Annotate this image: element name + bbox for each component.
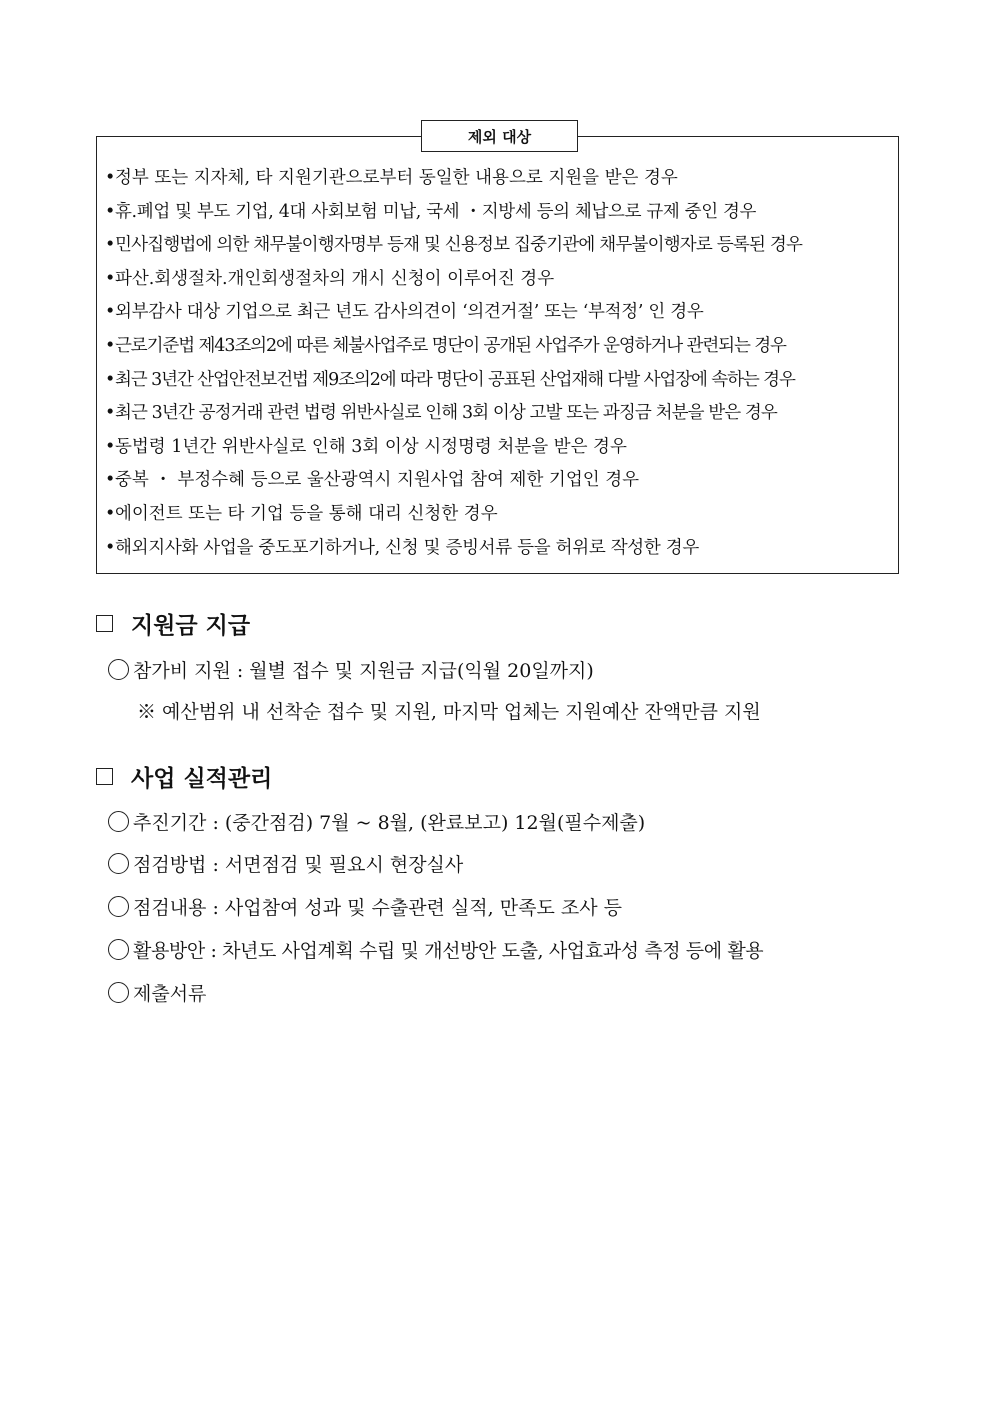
exclusion-item-text: 최근 3년간 산업안전보건법 제9조의2에 따라 명단이 공표된 산업재해 다발 사업장에 속하는 경우 [115, 369, 795, 390]
performance-line [108, 848, 463, 878]
bullet-icon: • [105, 235, 115, 256]
circle-bullet-icon [108, 659, 129, 680]
exclusion-item-text: 파산.회생절차.개인회생절차의 개시 신청이 이루어진 경우 [115, 268, 555, 289]
exclusion-item-text: 동법령 1년간 위반사실로 인해 3회 이상 시정명령 처분을 받은 경우 [115, 436, 627, 457]
performance-line [108, 891, 622, 921]
performance-line [108, 977, 206, 1007]
performance-line-text: 점검방법 : 서면점검 및 필요시 현장실사 [133, 853, 464, 876]
performance-line-text: 점검내용 : 사업참여 성과 및 수출관련 실적, 만족도 조사 등 [133, 896, 622, 919]
bullet-icon: • [105, 537, 116, 558]
circle-bullet-icon [108, 982, 129, 1003]
exclusion-item [105, 330, 895, 364]
exclusion-item [105, 532, 895, 566]
bullet-icon: • [105, 369, 115, 390]
checkbox-square-icon [96, 615, 113, 632]
exclusion-item-text: 최근 3년간 공정거래 관련 법령 위반사실로 인해 3회 이상 고발 또는 과징금 처분을 받은 경우 [115, 403, 777, 424]
performance-line [108, 934, 763, 964]
exclusion-item [105, 364, 895, 398]
exclusion-item [105, 162, 895, 196]
exclusion-item [105, 464, 895, 498]
exclusion-item [105, 498, 895, 532]
circle-bullet-icon [108, 896, 129, 917]
payment-note: ※ 예산범위 내 선착순 접수 및 지원, 마지막 업체는 지원예산 잔액만큼 지원 [137, 701, 761, 723]
performance-line-text: 추진기간 : (중간점검) 7월 ~ 8월, (완료보고) 12월(필수제출) [133, 811, 646, 834]
performance-heading-text: 사업 실적관리 [131, 766, 273, 792]
circle-bullet-icon [108, 939, 129, 960]
payment-line-text: 참가비 지원 : 월별 접수 및 지원금 지급(익월 20일까지) [133, 659, 594, 682]
bullet-icon: • [105, 335, 115, 356]
circle-bullet-icon [108, 853, 129, 874]
checkbox-square-icon [96, 768, 113, 785]
bullet-icon: • [105, 403, 115, 424]
bullet-icon: • [105, 168, 116, 188]
exclusion-item [105, 229, 895, 263]
exclusion-item-text: 민사집행법에 의한 채무불이행자명부 등재 및 신용정보 집중기관에 채무불이행자로 등록된 경우 [115, 235, 803, 256]
payment-heading-text: 지원금 지급 [131, 613, 251, 639]
performance-section-heading [96, 760, 272, 793]
bullet-icon: • [105, 201, 115, 222]
performance-line [108, 806, 645, 836]
exclusion-item-text: 중복 ・ 부정수혜 등으로 울산광역시 지원사업 참여 제한 기업인 경우 [115, 470, 639, 491]
bullet-icon: • [105, 302, 116, 323]
payment-line [108, 654, 594, 684]
circle-bullet-icon [108, 811, 129, 832]
exclusion-item-text: 휴.폐업 및 부도 기업, 4대 사회보험 미납, 국세 ・지방세 등의 체납으로 규제 중인 경우 [115, 201, 757, 222]
exclusion-item-text: 해외지사화 사업을 중도포기하거나, 신청 및 증빙서류 등을 허위로 작성한 경우 [115, 537, 699, 558]
performance-line-text: 활용방안 : 차년도 사업계획 수립 및 개선방안 도출, 사업효과성 측정 등에 활용 [133, 939, 764, 962]
payment-section-heading [96, 607, 250, 640]
bullet-icon: • [105, 470, 116, 491]
exclusion-item-text: 근로기준법 제43조의2에 따른 체불사업주로 명단이 공개된 사업주가 운영하거나 관련되는 경우 [115, 335, 786, 356]
exclusion-item [105, 196, 895, 230]
exclusion-item-text: 정부 또는 지자체, 타 지원기관으로부터 동일한 내용으로 지원을 받은 경우 [115, 168, 678, 188]
performance-line-text: 제출서류 [133, 982, 207, 1005]
exclusion-item [105, 431, 895, 465]
exclusion-item [105, 263, 895, 297]
exclusion-box-title: 제외 대상 [421, 120, 578, 152]
exclusion-item [105, 296, 895, 330]
exclusion-item [105, 397, 895, 431]
bullet-icon: • [105, 268, 116, 289]
exclusion-item-text: 외부감사 대상 기업으로 최근 년도 감사의견이 ‘의견거절’ 또는 ‘부적정’ 인 경우 [115, 302, 704, 323]
exclusion-list [105, 162, 895, 565]
bullet-icon: • [105, 436, 116, 457]
exclusion-item-text: 에이전트 또는 타 기업 등을 통해 대리 신청한 경우 [115, 503, 498, 524]
bullet-icon: • [105, 503, 116, 524]
